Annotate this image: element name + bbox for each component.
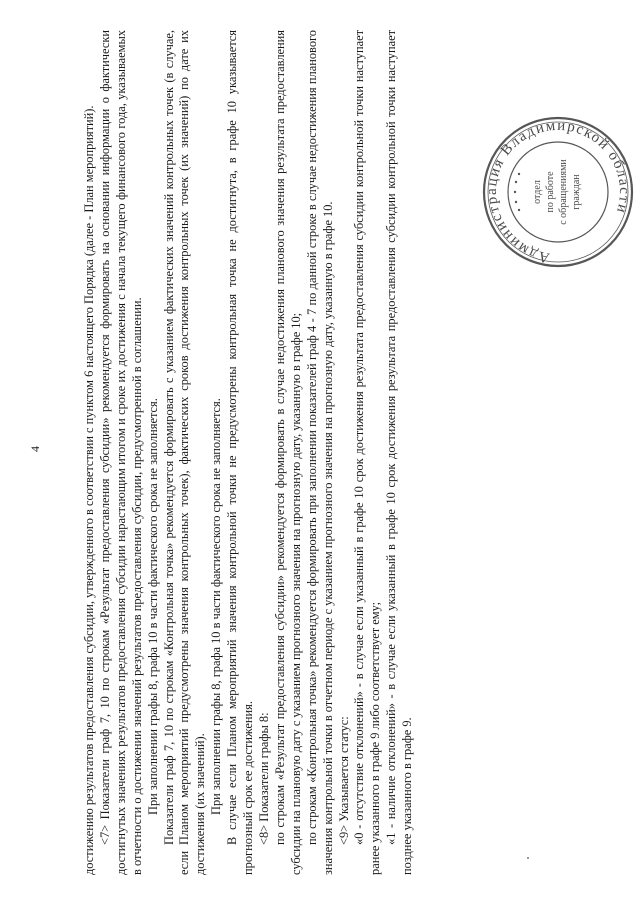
paragraph-5: При заполнении графы 8, графа 10 в части фактического срока не заполняется. xyxy=(209,398,224,815)
svg-text:отдел: отдел xyxy=(532,180,543,204)
paragraph-8: по строкам «Результат предоставления субсидии» рекомендуется формировать в случае недостижения планового значения результата предоставления субсидии на плановую дату с указанием прогнозного значения на прогнозную дату, указанную в графе 10; xyxy=(272,30,303,875)
paragraph-12: «1 - наличие отклонений» - в случае если указанный в графе 10 срок достижения результата предоставления субсидии контрольной точки наступает позднее указанного в графе 9. xyxy=(384,30,415,875)
svg-text:граждан: граждан xyxy=(571,174,582,210)
office-stamp-icon xyxy=(478,112,638,272)
paragraph-7: <8> Показатели графы 8: xyxy=(256,712,271,845)
paragraph-6: В случае если Планом мероприятий значения контрольной точки не предусмотрены контрольная точка не достигнута, в графе 10 указывается прогнозный срок ее достижения. xyxy=(225,30,256,875)
paragraph-10: <9> Указывается статус: xyxy=(336,716,351,845)
paragraph-2: <7> Показатели граф 7, 10 по строкам «Результат предоставления субсидии» рекомендуется формировать на основании информации о фактически достигнутых значениях результатов предоставления субсидии нарастающим итогом и сроке их достижения с начала текущего финансового года, указываемых в отчетности о достижении значений результатов предоставления субсидии, предусмотренной в соглашении. xyxy=(97,30,144,875)
svg-text:по работе: по работе xyxy=(545,171,556,213)
svg-text:Администрация Владимирской обл: Администрация Владимирской области xyxy=(483,117,633,266)
scan-speck xyxy=(527,857,529,859)
svg-text:с обращениями: с обращениями xyxy=(558,159,569,225)
paragraph-4: Показатели граф 7, 10 по строкам «Контрольная точка» рекомендуется формировать с указанием фактических значений контрольных точек (в случае, если Планом мероприятий предусмотрены значения контрольных точек), фактических сроков достижения контрольных точек (их значений) по дате их достижения (их значений). xyxy=(161,30,208,875)
paragraph-9: по строкам «Контрольная точка» рекомендуется формировать при заполнении показателей граф 4 - 7 по данной строке в случае недостижения планового значения контрольной точки в отчетном периоде с указанием прогнозного значения на прогнозную дату, указанную в графе 10. xyxy=(304,30,335,875)
paragraph-1: достижению результатов предоставления субсидии, утвержденного в соответствии с пунктом 6 настоящего Порядка (далее - План мероприятий). xyxy=(82,105,96,875)
paragraph-3: При заполнении графы 8, графа 10 в части фактического срока не заполняется. xyxy=(145,398,160,815)
document-body xyxy=(28,30,416,875)
page-number-text: 4 xyxy=(28,446,42,452)
paragraph-11: «0 - отсутствие отклонений» - в случае если указанный в графе 10 срок достижения результата предоставления субсидии контрольной точки наступает ранее указанного в графе 9 либо соответствует ему; xyxy=(352,30,383,875)
